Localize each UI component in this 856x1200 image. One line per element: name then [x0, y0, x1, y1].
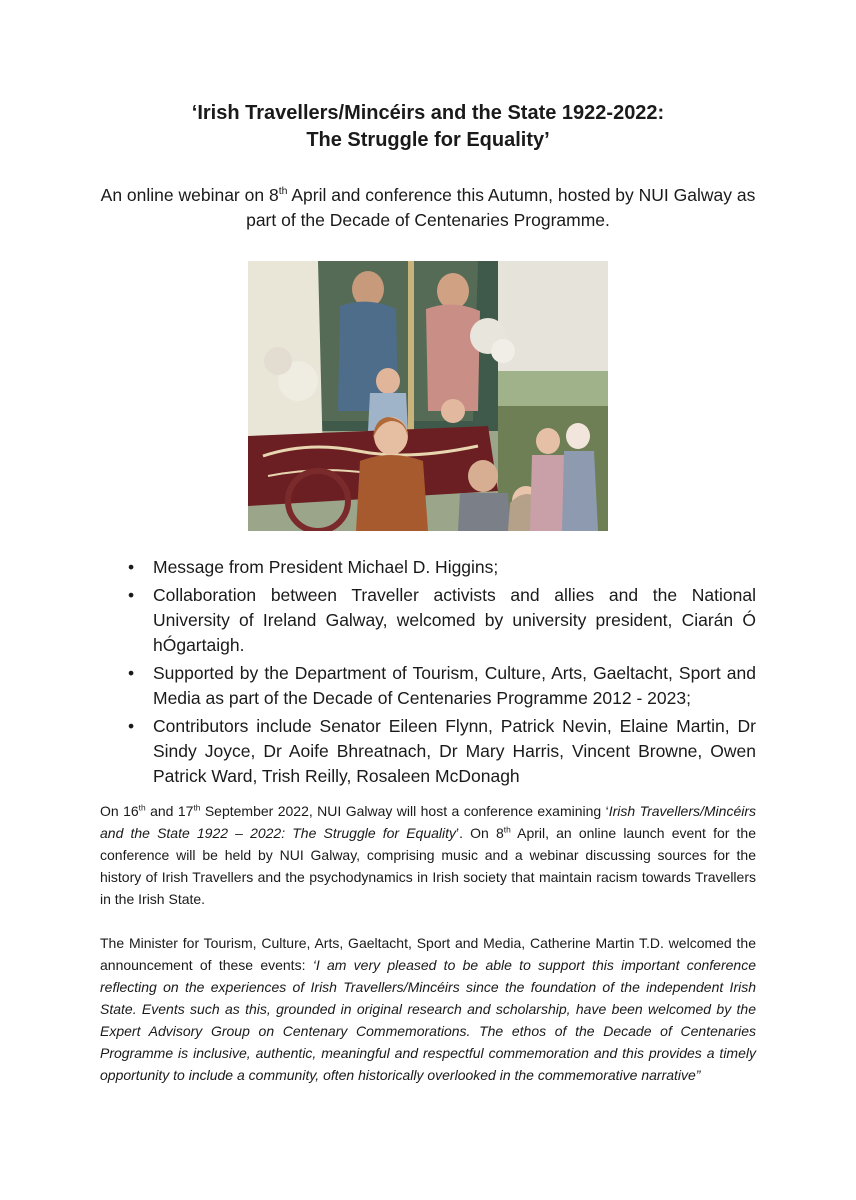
ordinal-suffix: th [503, 824, 511, 835]
list-item-text: Message from President Michael D. Higgins; [153, 557, 499, 577]
conference-paragraph [100, 800, 756, 910]
list-item [128, 714, 756, 789]
bullet-icon: • [128, 557, 135, 577]
list-item [128, 583, 756, 658]
highlights-list [128, 555, 756, 792]
bullet-icon: • [128, 663, 135, 683]
subtitle-ordinal: th [278, 185, 288, 198]
title-line-1: ‘Irish Travellers/Mincéirs and the State 1922-2022: [191, 102, 665, 124]
bullet-icon: • [128, 585, 135, 605]
title-line-2: The Struggle for Equality’ [306, 129, 550, 151]
document-title [0, 100, 856, 154]
paragraph-text: ’. On 8 [456, 825, 504, 841]
paragraph-text: September 2022, NUI Galway will host a conference examining ‘ [200, 803, 609, 819]
conference-title-italic: Irish Travellers/Mincéirs and the State 1922 – 2022: The Struggle for Equality [100, 803, 757, 841]
historical-photo [248, 261, 608, 531]
photo-illustration [248, 261, 608, 531]
list-item [128, 661, 756, 711]
minister-quote: ‘I am very pleased to be able to support this important conference reflecting on the experiences of Irish Travellers/Mincéirs since the foundation of the independent Irish State. Events such as this, grounded in original research and scholarship, have been welcomed by the Expert Advisory Group on Centenary Commemorations. The ethos of the Decade of Centenaries Programme is inclusive, authentic, meaningful and respectful commemoration and this provides a timely opportunity to include a community, often historically overlooked in the commemorative narrative” [100, 957, 756, 1083]
document-subtitle [90, 183, 766, 233]
minister-paragraph [100, 932, 756, 1086]
subtitle-text-end: April and conference this Autumn, hosted by NUI Galway as part of the Decade of Centenaries Programme. [246, 185, 756, 230]
paragraph-text: The Minister for Tourism, Culture, Arts, Gaeltacht, Sport and Media, Catherine Martin T.D. welcomed the announcement of these events: [100, 935, 756, 973]
paragraph-text: and 17 [145, 803, 194, 819]
list-item [128, 555, 756, 580]
subtitle-text-start: An online webinar on 8 [100, 185, 279, 205]
paragraph-text: On 16 [100, 803, 139, 819]
list-item-text: Contributors include Senator Eileen Flynn, Patrick Nevin, Elaine Martin, Dr Sindy Joyce, Dr Aoife Bhreatnach, Dr Mary Harris, Vincent Browne, Owen Patrick Ward, Trish Reilly, Rosaleen McDonagh [153, 716, 756, 786]
ordinal-suffix: th [138, 802, 146, 813]
bullet-icon: • [128, 716, 135, 736]
list-item-text: Collaboration between Traveller activists and allies and the National University of Ireland Galway, welcomed by university president, Ciarán Ó hÓgartaigh. [153, 585, 756, 655]
ordinal-suffix: th [193, 802, 201, 813]
paragraph-text: April, an online launch event for the conference will be held by NUI Galway, comprising music and a webinar discussing sources for the history of Irish Travellers and the psychodynamics in Irish society that maintain racism towards Travellers in the Irish State. [100, 825, 756, 907]
list-item-text: Supported by the Department of Tourism, Culture, Arts, Gaeltacht, Sport and Media as part of the Decade of Centenaries Programme 2012 - 2023; [153, 663, 756, 708]
